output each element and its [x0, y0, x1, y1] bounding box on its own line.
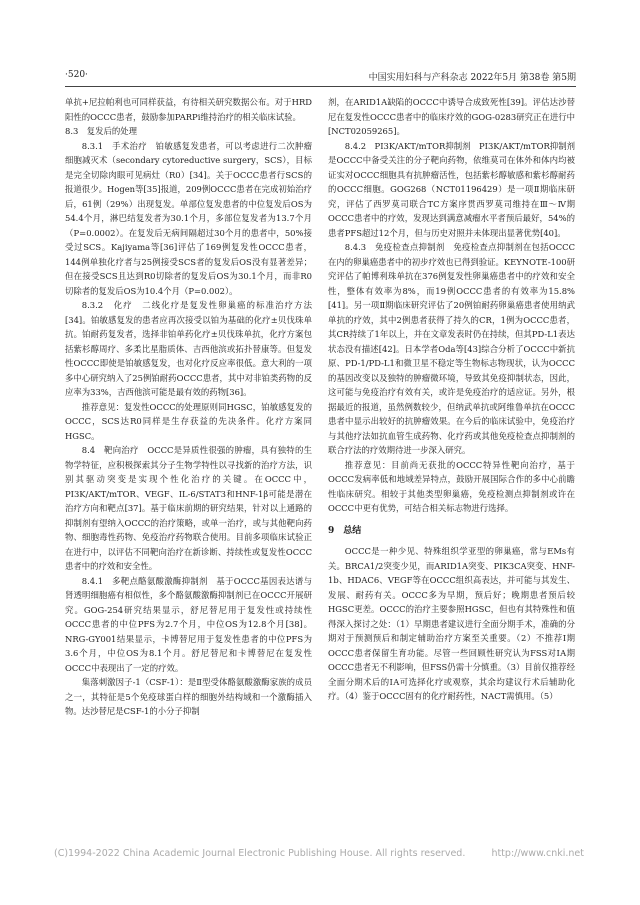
page-header	[65, 70, 576, 86]
paragraph: 集落刺激因子-1（CSF-1）：是Ⅱ型受体酪氨酸激酶家族的成员之一，其特征是5个免疫球蛋白样的细胞外结构域和一个激酶插入物。达沙替尼是CSF-1的小分子抑制	[65, 677, 312, 716]
left-column	[65, 95, 312, 719]
paragraph: 剂，在ARID1A缺陷的OCCC中诱导合成致死性[39]。评估达沙替尼在复发性OCCC患者中的临床疗效的GOG-0283研究正在进行中[NCT02059265]。	[328, 97, 575, 136]
copyright-notice: (C)1994-2022 China Academic Journal Electronic Publishing House. All rights reserved.	[54, 848, 466, 859]
paragraph: 8.3.1 手术治疗 铂敏感复发患者，可以考虑进行二次肿瘤细胞减灭术（secondary cytoreductive surgery，SCS），目标是完全切除肉眼可见病灶（R0）[34]。关于OCCC患者行SCS的报道很少。Hogen等[35]报道，209例OCCC患者在完成初始治疗后，61例（29%）出现复发。单部位复发患者的中位复发后OS为54.4个月，淋巴结复发者为30.1个月，多部位复发者为13.7个月（P=0.0002）。在复发后无病间隔超过30个月的患者中，50%接受过SCS。Kajiyama等[36]评估了169例复发性OCCC患者，144例单独化疗者与25例接受SCS者的复发后OS没有显著差异；但在接受SCS且达到R0切除者的复发后OS为30.1个月，而非R0切除者的复发后OS为10.4个月（P=0.002）。	[65, 140, 312, 296]
paragraph: 8.3.2 化疗 二线化疗是复发性卵巢癌的标准治疗方法[34]。铂敏感复发的患者应再次接受以铂为基础的化疗±贝伐珠单抗。铂耐药复发者，选择非铂单药化疗±贝伐珠单抗，化疗方案包括紫杉醇周疗、多柔比星脂质体、吉西他滨或拓扑替康等。但复发性OCCC即使是铂敏感复发，也对化疗反应率很低。意大利的一项多中心研究纳入了25例铂耐药OCCC患者，其中对非铂类药物的反应率为33%，吉西他滨可能是最有效的药物[36]。	[65, 300, 312, 397]
paragraph: 8.4 靶向治疗 OCCC是异质性很强的肿瘤，具有独特的生物学特征，应积极探索其分子生物学特性以寻找新的治疗方法，识别其驱动突变是实现个性化治疗的关键。在OCCC中，PI3K/AKT/mTOR、VEGF、IL-6/STAT3和HNF-1β可能是潜在治疗方向和靶点[37]。基于临床前期的研究结果，针对以上通路的抑制剂有望纳入OCCC的治疗策略，或单一治疗，或与其他靶向药物、细胞毒性药物、免疫治疗药物联合使用。目前多项临床试验正在进行中，以评估不同靶向治疗在新诊断、持续性或复发性OCCC患者中的疗效和安全性。	[65, 445, 312, 571]
header-rule	[65, 86, 576, 87]
section-heading: 8.3 复发后的处理	[65, 126, 137, 136]
section-heading: 9 总结	[328, 525, 362, 536]
paragraph: 8.4.1 多靶点酪氨酸激酶抑制剂 基于OCCC基因表达谱与肾透明细胞癌有相似性，多个酪氨酸激酶抑制剂已在OCCC开展研究。GOG-254研究结果显示，舒尼替尼用于复发性或持续性OCCC患者的中位PFS为2.7个月，中位OS为12.8个月[38]。NRG-GY001结果显示，卡博替尼用于复发性患者的中位PFS为3.6个月，中位OS为8.1个月。舒尼替尼和卡博替尼在复发性OCCC中表现出了一定的疗效。	[65, 575, 312, 673]
paragraph: 单抗+尼拉帕利也可同样获益，有待相关研究数据公布。对于HRD阳性的OCCC患者，鼓励参加PARPi维持治疗的相关临床试验。	[65, 97, 312, 122]
paragraph: 8.4.2 PI3K/AKT/mTOR抑制剂 PI3K/AKT/mTOR抑制剂是OCCC中备受关注的分子靶向药物，依维莫司在体外和体内均被证实对OCCC细胞具有抗肿瘤活性，包括紫杉醇敏感和紫杉醇耐药的OCCC细胞。GOG268（NCT01196429）是一项Ⅱ期临床研究，评估了西罗莫司联合TC方案序贯西罗莫司维持在Ⅲ～Ⅳ期OCCC患者中的疗效，发现达到满意减瘤水平者预后最好，54%的患者PFS超过12个月，但与历史对照并未体现出显著优势[40]。	[328, 140, 575, 238]
journal-title: 中国实用妇科与产科杂志 2022年5月 第38卷 第5期	[368, 73, 576, 83]
paragraph: 8.4.3 免疫检查点抑制剂 免疫检查点抑制剂在包括OCCC在内的卵巢癌患者中的初步疗效也已得到验证。KEYNOTE-100研究评估了帕博利珠单抗在376例复发性卵巢癌患者中的疗效和安全性，整体有效率为8%，而19例OCCC患者的有效率为15.8%[41]。另一项Ⅱ期临床研究评估了20例铂耐药卵巢癌患者使用纳武单抗的疗效，其中2例患者获得了持久的CR，1例为OCCC患者，其CR持续了1年以上，并在文章发表时仍在持续，但其PD-L1表达状态没有描述[42]。日本学者Oda等[43]综合分析了OCCC中新抗原、PD-1/PD-L1和微卫星不稳定等生物标志物现状，认为OCCC的基因改变以及独特的肿瘤微环境，导致其免疫抑制状态，因此，这可能与免疫治疗有效有关，或许是免疫治疗的适应证。另外，根据最近的报道，虽然例数较少，但纳武单抗或阿维鲁单抗在OCCC患者中显示出较好的抗肿瘤效果。在今后的临床试验中，免疫治疗与其他疗法如抗血管生成药物、化疗药或其他免疫检查点抑制剂的联合疗法的疗效期待进一步深入研究。	[328, 242, 576, 455]
paragraph: 推荐意见：目前尚无获批的OCCC特异性靶向治疗，基于OCCC发病率低和地域差异特点，鼓励开展国际合作的多中心前瞻性临床研究。相较于其他类型卵巢癌，免疫检测点抑制剂或许在OCCC中更有优势，可结合相关标志物进行选择。	[328, 459, 575, 513]
page-number: ·520·	[65, 70, 88, 80]
cnki-url[interactable]: http://www.cnki.net	[491, 848, 584, 859]
paragraph: OCCC是一种少见、特殊组织学亚型的卵巢癌，常与EMs有关。BRCA1/2突变少见，而ARID1A突变、PIK3CA突变、HNF-1b、HDAC6、VEGF等在OCCC组织高表达，并可能与其发生、发展、耐药有关。OCCC多为早期，预后好；晚期患者预后较HGSC更差。OCCC的治疗主要参照HGSC，但也有其特殊性和值得深入探讨之处：（1）早期患者建议进行全面分期手术，准确的分期对于预测预后和制定辅助治疗方案至关重要。（2）不推荐Ⅰ期OCCC患者保留生育功能。尽管一些回顾性研究认为FSS对ⅠA期OCCC患者无不利影响，但FSS仍需十分慎重。（3）目前仅推荐经全面分期术后的ⅠA可选择化疗或观察，其余均建议行术后辅助化疗。（4）鉴于OCCC固有的化疗耐药性，NACT需慎用。（5）	[328, 546, 575, 701]
paragraph: 推荐意见：复发性OCCC的处理原则同HGSC，铂敏感复发的OCCC，SCS达R0同样是生存获益的先决条件。化疗方案同HGSC。	[65, 401, 312, 441]
right-column	[328, 95, 575, 704]
